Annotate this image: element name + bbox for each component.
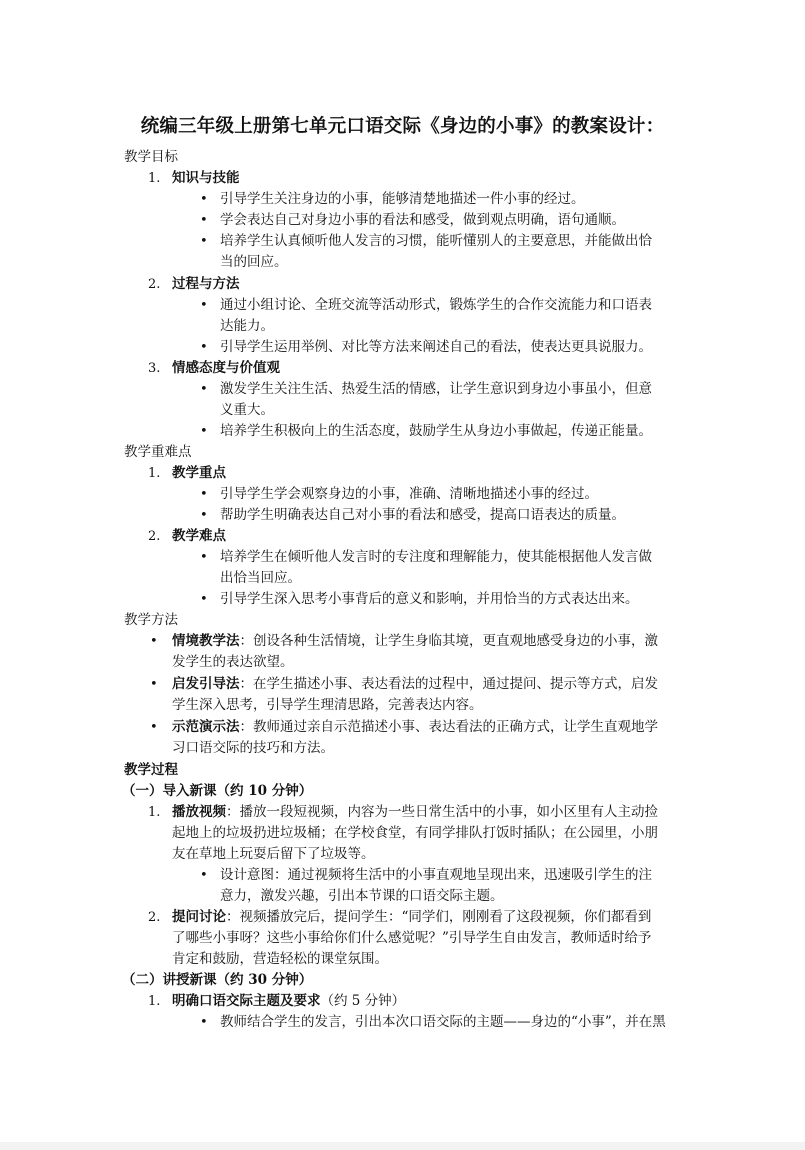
list-item: 培养学生认真倾听他人发言的习惯，能听懂别人的主要意思，并能做出恰	[220, 233, 652, 249]
step-topic	[172, 991, 405, 1012]
list-number: 2.	[148, 910, 161, 925]
list-item: 引导学生关注身边的小事，能够清楚地描述一件小事的经过。	[220, 191, 585, 207]
part-heading-intro	[122, 781, 312, 802]
list-item: 引导学生学会观察身边的小事，准确、清晰地描述小事的经过。	[220, 486, 598, 502]
page-title: 统编三年级上册第七单元口语交际《身边的小事》的教案设计：	[140, 116, 665, 137]
part-minutes: 30	[248, 972, 267, 988]
subheading-emotion: 情感态度与价值观	[172, 360, 280, 376]
list-item: 学会表达自己对身边小事的看法和感受，做到观点明确，语句通顺。	[220, 212, 625, 228]
step-time: （约 5 分钟）	[320, 993, 406, 1009]
list-number: 2.	[148, 529, 161, 544]
method-text-continued: 习口语交际的技巧和方法。	[172, 740, 334, 756]
method-label: 启发引导法	[172, 676, 240, 692]
method-heuristic	[172, 674, 658, 695]
list-number: 1.	[148, 171, 161, 186]
list-number: 3.	[148, 361, 161, 376]
bullet: •	[150, 720, 158, 735]
bullet: •	[200, 298, 208, 313]
list-item: 帮助学生明确表达自己对小事的看法和感受，提高口语表达的质量。	[220, 507, 625, 523]
part-prefix: （二）讲授新课（约	[122, 972, 249, 988]
list-item: 通过小组讨论、全班交流等活动形式，锻炼学生的合作交流能力和口语表	[220, 297, 652, 313]
step-label: 提问讨论	[172, 909, 226, 925]
step-text-continued: 起地上的垃圾扔进垃圾桶；在学校食堂，有同学排队打饭时插队；在公园里，小朋	[172, 825, 658, 841]
subheading-focus: 教学重点	[172, 465, 226, 481]
section-heading-goals: 教学目标	[124, 149, 178, 165]
step-label: 播放视频	[172, 804, 226, 820]
list-item: 培养学生积极向上的生活态度，鼓励学生从身边小事做起，传递正能量。	[220, 423, 652, 439]
list-item: 激发学生关注生活、热爱生活的情感，让学生意识到身边小事虽小，但意	[220, 381, 652, 397]
bullet: •	[150, 677, 158, 692]
step-text: ：播放一段短视频，内容为一些日常生活中的小事，如小区里有人主动捡	[226, 804, 658, 820]
part-prefix: （一）导入新课（约	[122, 783, 249, 799]
step-text: 教师结合学生的发言，引出本次口语交际的主题——身边的“小事”，并在黑	[220, 1014, 666, 1030]
part-heading-teaching	[122, 970, 312, 991]
bullet: •	[200, 234, 208, 249]
subheading-difficulty: 教学难点	[172, 528, 226, 544]
design-intent-continued: 意力，激发兴趣，引出本节课的口语交际主题。	[220, 888, 504, 904]
list-item-continued: 当的回应。	[220, 254, 288, 270]
subheading-process: 过程与方法	[172, 276, 240, 292]
list-item: 引导学生运用举例、对比等方法来阐述自己的看法，使表达更具说服力。	[220, 339, 652, 355]
list-number: 1.	[148, 994, 161, 1009]
step-text-continued: 友在草地上玩耍后留下了垃圾等。	[172, 846, 375, 862]
bullet: •	[200, 213, 208, 228]
list-number: 2.	[148, 277, 161, 292]
method-text-continued: 学生深入思考，引导学生理清思路，完善表达内容。	[172, 697, 483, 713]
step-question	[172, 907, 651, 928]
bullet: •	[200, 382, 208, 397]
part-suffix: 分钟）	[267, 783, 313, 799]
bullet: •	[200, 508, 208, 523]
list-item-continued: 出恰当回应。	[220, 570, 301, 586]
subheading-knowledge: 知识与技能	[172, 170, 240, 186]
section-heading-procedure: 教学过程	[124, 762, 178, 778]
part-suffix: 分钟）	[267, 972, 313, 988]
bullet: •	[200, 550, 208, 565]
method-text: ：在学生描述小事、表达看法的过程中，通过提问、提示等方式，启发	[239, 676, 658, 692]
method-text: ：创设各种生活情境，让学生身临其境，更直观地感受身边的小事，激	[239, 633, 658, 649]
method-situational	[172, 631, 658, 652]
section-heading-keypoints: 教学重难点	[124, 444, 192, 460]
list-item-continued: 义重大。	[220, 402, 274, 418]
bullet: •	[200, 340, 208, 355]
method-label: 示范演示法	[172, 719, 240, 735]
bullet: •	[200, 424, 208, 439]
method-text: ：教师通过亲自示范描述小事、表达看法的正确方式，让学生直观地学	[239, 719, 658, 735]
design-intent: 设计意图：通过视频将生活中的小事直观地呈现出来，迅速吸引学生的注	[220, 867, 652, 883]
list-item: 引导学生深入思考小事背后的意义和影响，并用恰当的方式表达出来。	[220, 591, 639, 607]
list-item-continued: 达能力。	[220, 318, 274, 334]
method-text-continued: 发学生的表达欲望。	[172, 654, 294, 670]
method-demo	[172, 717, 658, 738]
bullet: •	[200, 592, 208, 607]
step-video	[172, 802, 658, 823]
method-label: 情境教学法	[172, 633, 240, 649]
section-heading-methods: 教学方法	[124, 612, 178, 628]
bullet: •	[150, 634, 158, 649]
list-number: 1.	[148, 466, 161, 481]
step-text: ：视频播放完后，提问学生：“同学们，刚刚看了这段视频，你们都看到	[226, 909, 652, 925]
bullet: •	[200, 868, 208, 883]
list-number: 1.	[148, 805, 161, 820]
bullet: •	[200, 1015, 208, 1030]
step-label: 明确口语交际主题及要求	[172, 993, 321, 1009]
list-item: 培养学生在倾听他人发言时的专注度和理解能力，使其能根据他人发言做	[220, 549, 652, 565]
bullet: •	[200, 192, 208, 207]
bullet: •	[200, 487, 208, 502]
step-text-continued: 了哪些小事呀？这些小事给你们什么感觉呢？”引导学生自由发言，教师适时给予	[172, 930, 652, 946]
part-minutes: 10	[248, 783, 267, 799]
step-text-continued: 肯定和鼓励，营造轻松的课堂氛围。	[172, 951, 388, 967]
